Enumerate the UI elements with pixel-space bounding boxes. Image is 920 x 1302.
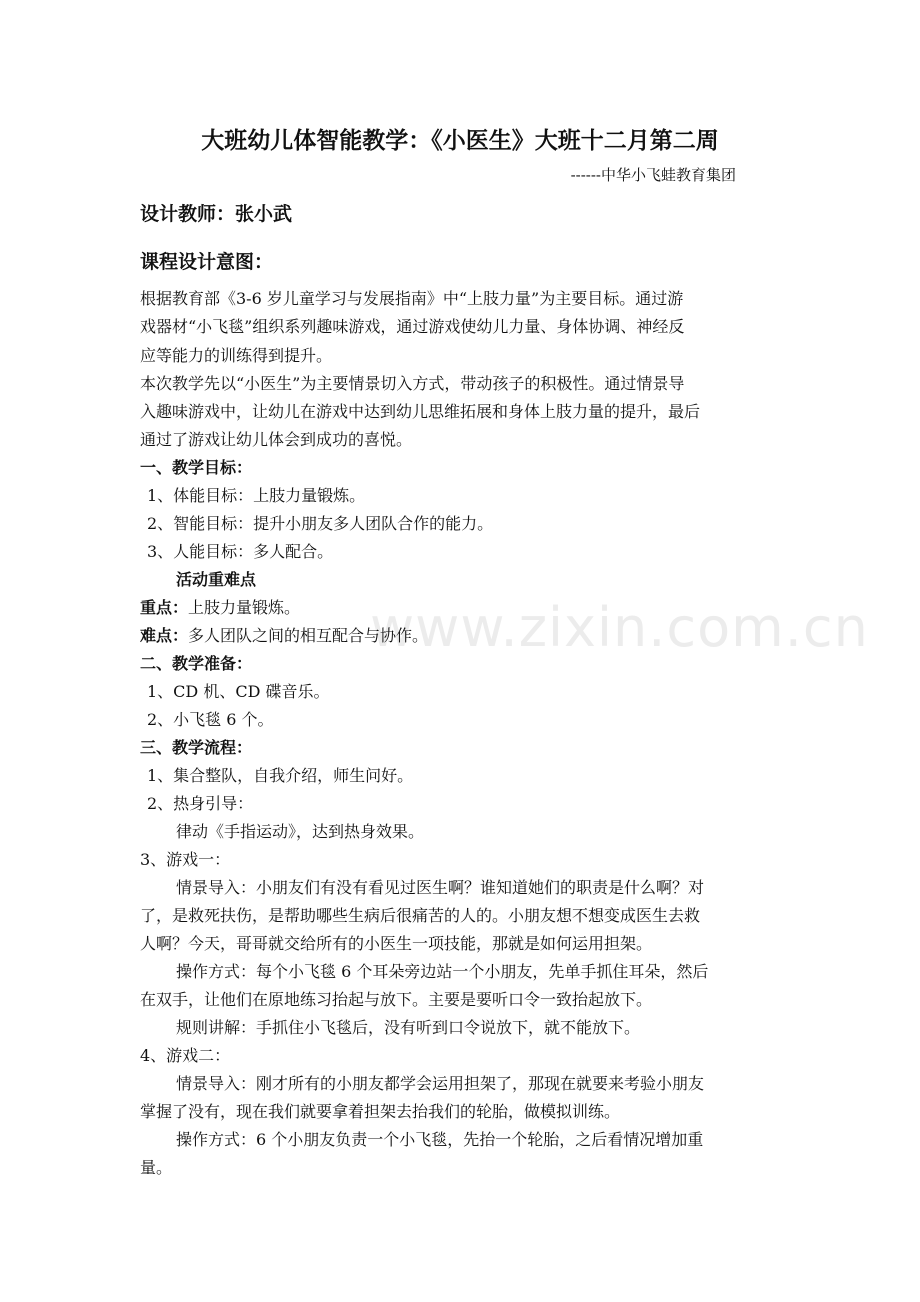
- flow-line: 了，是救死扶伤，是帮助哪些生病后很痛苦的人的。小朋友想不想变成医生去救: [140, 906, 701, 925]
- flow-line: 2、热身引导：: [147, 794, 254, 813]
- focus-heading: 活动重难点: [176, 570, 257, 589]
- flow-line: 人啊？今天，哥哥就交给所有的小医生一项技能，那就是如何运用担架。: [140, 934, 653, 953]
- flow-line: 量。: [140, 1158, 173, 1177]
- prep-item: 1、CD 机、CD 碟音乐。: [147, 682, 330, 701]
- flow-line: 规则讲解：手抓住小飞毯后，没有听到口令说放下，就不能放下。: [176, 1018, 641, 1037]
- flow-line: 3、游戏一：: [140, 850, 231, 869]
- difficulty-point: [140, 626, 428, 646]
- intent-line: 根据教育部《3-6 岁儿童学习与发展指南》中“上肢力量”为主要目标。通过游: [140, 289, 684, 308]
- intent-line: 应等能力的训练得到提升。: [140, 346, 333, 365]
- flow-line: 情景导入：小朋友们有没有看见过医生啊？谁知道她们的职责是什么啊？对: [176, 878, 705, 897]
- key-point: [140, 598, 300, 618]
- intent-line: 入趣味游戏中，让幼儿在游戏中达到幼儿思维拓展和身体上肢力量的提升，最后: [140, 402, 701, 421]
- flow-line: 1、集合整队，自我介绍，师生问好。: [147, 766, 414, 785]
- key-point-text: 上肢力量锻炼。: [188, 598, 301, 617]
- difficulty-label: 难点：: [140, 626, 189, 645]
- difficulty-text: 多人团队之间的相互配合与协作。: [188, 626, 429, 645]
- intent-line: 通过了游戏让幼儿体会到成功的喜悦。: [140, 430, 413, 449]
- flow-line: 4、游戏二：: [140, 1046, 231, 1065]
- intent-heading: 课程设计意图：: [140, 251, 274, 273]
- goals-heading: 一、教学目标：: [140, 458, 253, 477]
- intent-line: 戏器材“小飞毯”组织系列趣味游戏，通过游戏使幼儿力量、身体协调、神经反: [140, 317, 685, 336]
- designer-line: 设计教师：张小武: [140, 203, 293, 225]
- flow-line: 操作方式：每个小飞毯 6 个耳朵旁边站一个小朋友，先单手抓住耳朵，然后: [176, 962, 709, 981]
- flow-line: 律动《手指运动》，达到热身效果。: [176, 822, 425, 841]
- flow-heading: 三、教学流程：: [140, 738, 253, 757]
- flow-line: 在双手，让他们在原地练习抬起与放下。主要是要听口令一致抬起放下。: [140, 990, 653, 1009]
- flow-line: 操作方式：6 个小朋友负责一个小飞毯，先抬一个轮胎，之后看情况增加重: [176, 1130, 704, 1149]
- intent-line: 本次教学先以“小医生”为主要情景切入方式，带动孩子的积极性。通过情景导: [140, 374, 685, 393]
- goal-item: 3、人能目标：多人配合。: [147, 542, 334, 561]
- flow-line: 掌握了没有，现在我们就要拿着担架去抬我们的轮胎，做模拟训练。: [140, 1102, 621, 1121]
- key-point-label: 重点：: [140, 598, 189, 617]
- watermark: www.zixin.com.cn: [370, 596, 869, 659]
- prep-heading: 二、教学准备：: [140, 654, 253, 673]
- document-subtitle: ------中华小飞蛙教育集团: [570, 166, 736, 184]
- prep-item: 2、小飞毯 6 个。: [147, 710, 274, 729]
- flow-line: 情景导入：刚才所有的小朋友都学会运用担架了，那现在就要来考验小朋友: [176, 1074, 705, 1093]
- goal-item: 1、体能目标：上肢力量锻炼。: [147, 486, 366, 505]
- goal-item: 2、智能目标：提升小朋友多人团队合作的能力。: [147, 514, 494, 533]
- document-title: 大班幼儿体智能教学：《小医生》大班十二月第二周: [201, 127, 719, 154]
